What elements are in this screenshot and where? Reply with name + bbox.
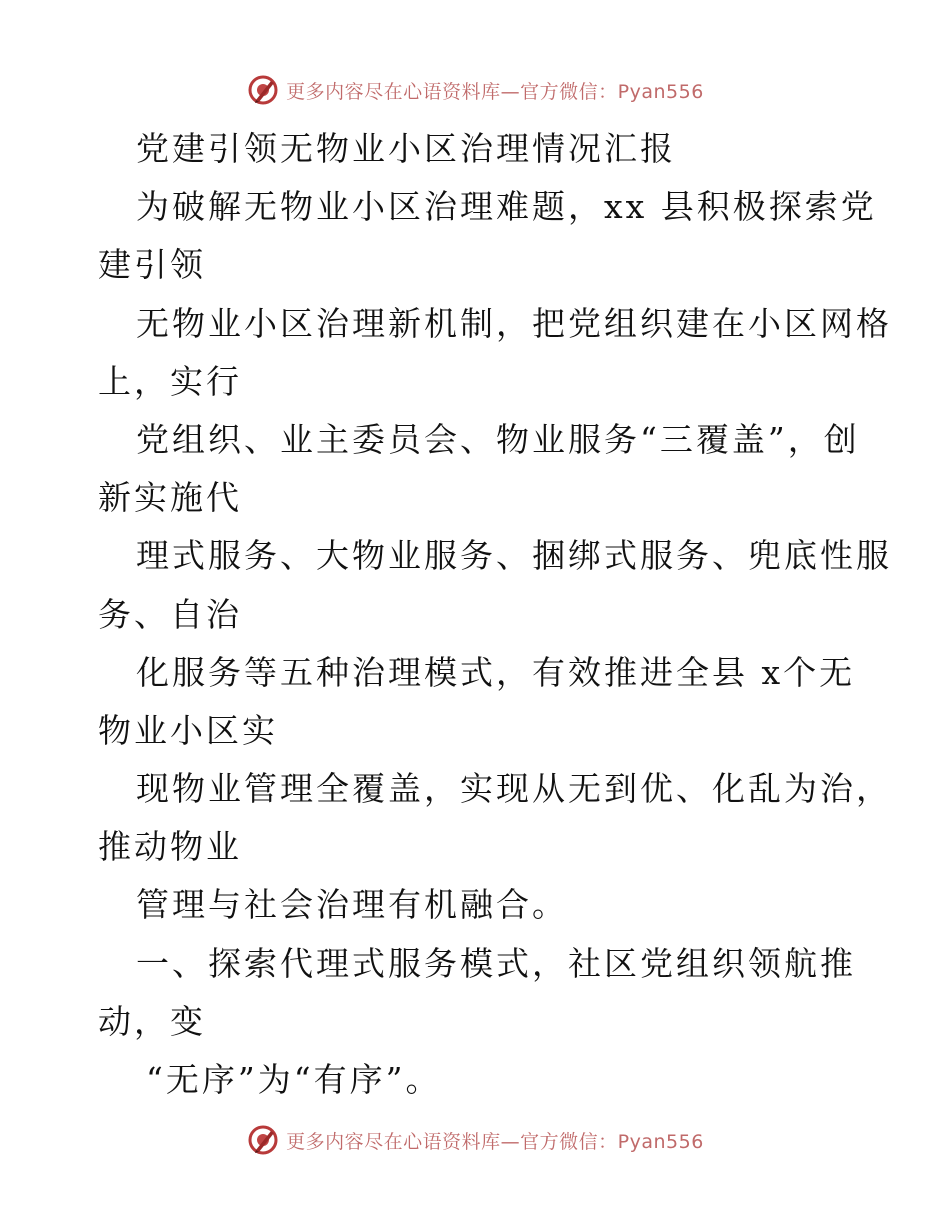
paragraph-line: 理式服务、大物业服务、捆绑式服务、兜底性服 bbox=[136, 536, 892, 576]
footer-watermark bbox=[0, 1120, 950, 1160]
paragraph-line: 建引领 bbox=[98, 245, 206, 285]
header-watermark bbox=[0, 70, 950, 110]
paragraph-line: 新实施代 bbox=[98, 478, 242, 518]
paragraph-line: 务、自治 bbox=[98, 594, 242, 634]
pen-logo-icon bbox=[246, 1123, 280, 1157]
paragraph-line: 推动物业 bbox=[98, 827, 242, 867]
paragraph-line: 化服务等五种治理模式，有效推进全县 x个无 bbox=[136, 652, 856, 692]
paragraph-line: 无物业小区治理新机制，把党组织建在小区网格 bbox=[136, 303, 892, 343]
pen-logo-icon bbox=[246, 73, 280, 107]
document-title: 党建引领无物业小区治理情况汇报 bbox=[136, 129, 676, 168]
watermark-text: 更多内容尽在心语资料库—官方微信：Pyan556 bbox=[286, 80, 704, 103]
paragraph-line: 上，实行 bbox=[98, 361, 242, 401]
paragraph-line: 管理与社会治理有机融合。 bbox=[136, 885, 568, 925]
section-heading: 一、探索代理式服务模式，社区党组织领航推 bbox=[136, 943, 856, 983]
paragraph-line: 现物业管理全覆盖，实现从无到优、化乱为治， bbox=[136, 769, 892, 809]
paragraph-line: 为破解无物业小区治理难题，xx 县积极探索党 bbox=[136, 187, 877, 227]
document-body bbox=[98, 120, 892, 1109]
paragraph-line: 党组织、业主委员会、物业服务“三覆盖”，创 bbox=[136, 419, 860, 459]
watermark-text: 更多内容尽在心语资料库—官方微信：Pyan556 bbox=[286, 1130, 704, 1153]
paragraph-line: 物业小区实 bbox=[98, 710, 278, 750]
paragraph-line: 动，变 bbox=[98, 1001, 206, 1041]
paragraph-line: “无序”为“有序”。 bbox=[146, 1060, 442, 1099]
